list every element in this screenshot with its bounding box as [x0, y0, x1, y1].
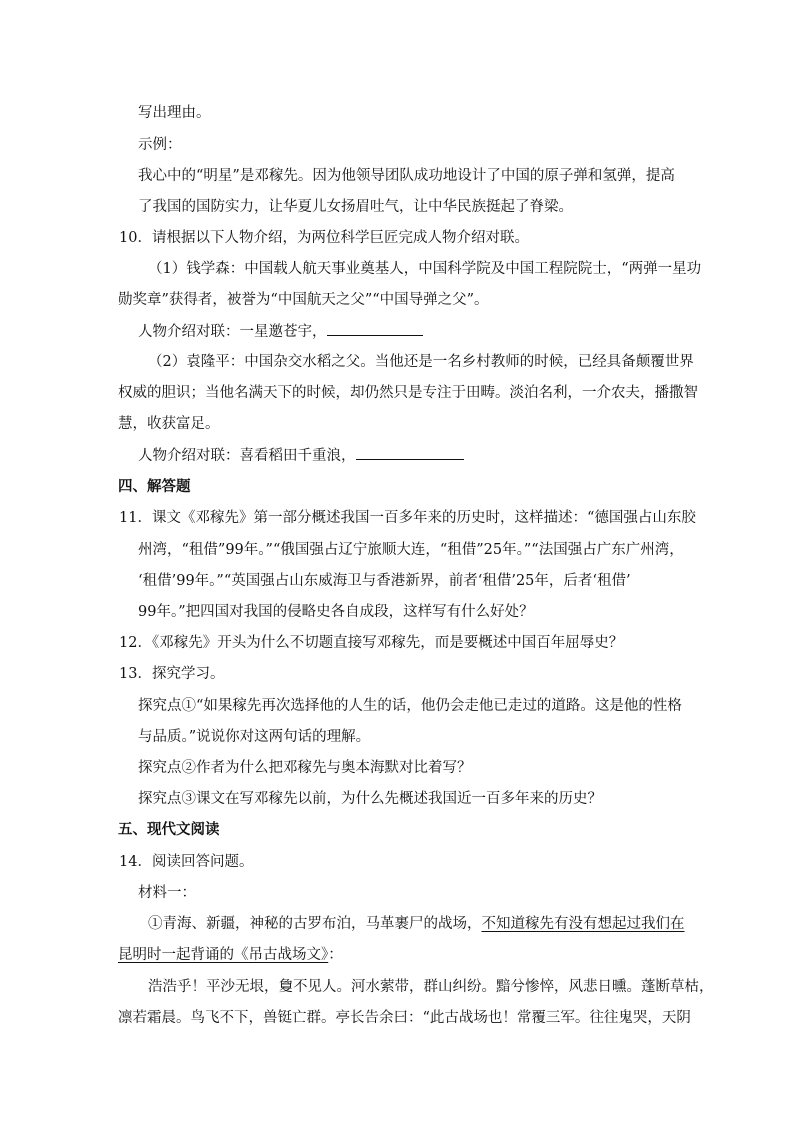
text-line: 探究点①“如果稼先再次选择他的人生的话，他仍会走他已走过的道路。这是他的性格	[138, 698, 682, 714]
text-line: 了我国的国防实力，让华夏儿女扬眉吐气，让中华民族挺起了脊梁。	[138, 199, 573, 215]
text-line: 示例：	[138, 137, 182, 153]
question-12: 12．《邓稼先》开头为什么不切题直接写邓稼先，而是要概述中国百年屈辱史？	[119, 635, 624, 651]
text-line: 慧，收获富足。	[118, 416, 220, 432]
plain-text: ①青海、新疆，神秘的古罗布泊，马革裹尸的战场，	[148, 916, 482, 932]
text-line: 探究点②作者为什么把邓稼先与奥本海默对比着写？	[138, 760, 472, 776]
underlined-text: 不知道稼先有没有想起过我们在	[481, 916, 685, 932]
text-line	[148, 914, 685, 934]
text-line: 浩浩乎！平沙无垠，敻不见人。河水萦带，群山纠纷。黯兮惨悴，风悲日曛。蓬断草枯，	[148, 979, 714, 995]
couplet-line-1	[138, 321, 423, 342]
text-line	[118, 945, 343, 965]
text-line: （2）袁隆平：中国杂交水稻之父。当他还是一名乡村教师的时候，已经具备颠覆世界	[148, 354, 694, 370]
section-heading: 五、现代文阅读	[118, 821, 220, 838]
text-line: 探究点③课文在写邓稼先以前，为什么先概述我国近一百多年来的历史？	[138, 791, 602, 807]
text-line: ‘租借’99年。”“英国强占山东威海卫与香港新界，前者‘租借’25年，后者‘租借’	[138, 573, 631, 589]
couplet-label: 人物介绍对联：一星邀苍宇，	[138, 324, 327, 340]
answer-blank[interactable]	[356, 445, 464, 460]
text-line: （1）钱学森：中国载人航天事业奠基人，中国科学院及中国工程院院士，“两弹一星功	[148, 261, 702, 277]
question-11: 11．课文《邓稼先》第一部分概述我国一百多年来的历史时，这样描述：“德国强占山东胶	[119, 510, 696, 526]
section-heading: 四、解答题	[118, 478, 191, 495]
text-line: 我心中的“明星”是邓稼先。因为他领导团队成功地设计了中国的原子弹和氢弹，提高	[138, 168, 675, 184]
text-line: 州湾，“租借”99年。”“俄国强占辽宁旅顺大连，“租借”25年。”“法国强占广东广州湾，	[138, 542, 684, 558]
text-line: 材料一：	[138, 885, 196, 901]
couplet-label: 人物介绍对联：喜看稻田千重浪，	[138, 448, 356, 464]
text-line: 写出理由。	[138, 105, 211, 121]
question-14: 14．阅读回答问题。	[119, 854, 254, 870]
answer-blank[interactable]	[327, 321, 423, 336]
text-line: 99年。”把四国对我国的侵略史各自成段，这样写有什么好处？	[138, 604, 534, 620]
question-13: 13．探究学习。	[119, 666, 225, 682]
text-line: 权威的胆识；当他名满天下的时候，却仍然只是专注于田畴。淡泊名利，一介农夫，播撒智	[118, 385, 698, 401]
text-line: 勋奖章”获得者，被誉为“中国航天之父”“中国导弹之父”。	[118, 292, 489, 308]
underlined-text: 昆明时一起背诵的《吊古战场文》	[118, 947, 329, 963]
plain-text: ：	[328, 947, 343, 963]
text-line: 凛若霜晨。鸟飞不下，兽铤亡群。亭长告余曰：“此古战场也！常覆三军。往往鬼哭，天阴	[118, 1010, 691, 1026]
text-line: 与品质。”说说你对这两句话的理解。	[138, 729, 371, 745]
question-10: 10．请根据以下人物介绍，为两位科学巨匠完成人物介绍对联。	[119, 230, 529, 246]
couplet-line-2	[138, 445, 464, 466]
